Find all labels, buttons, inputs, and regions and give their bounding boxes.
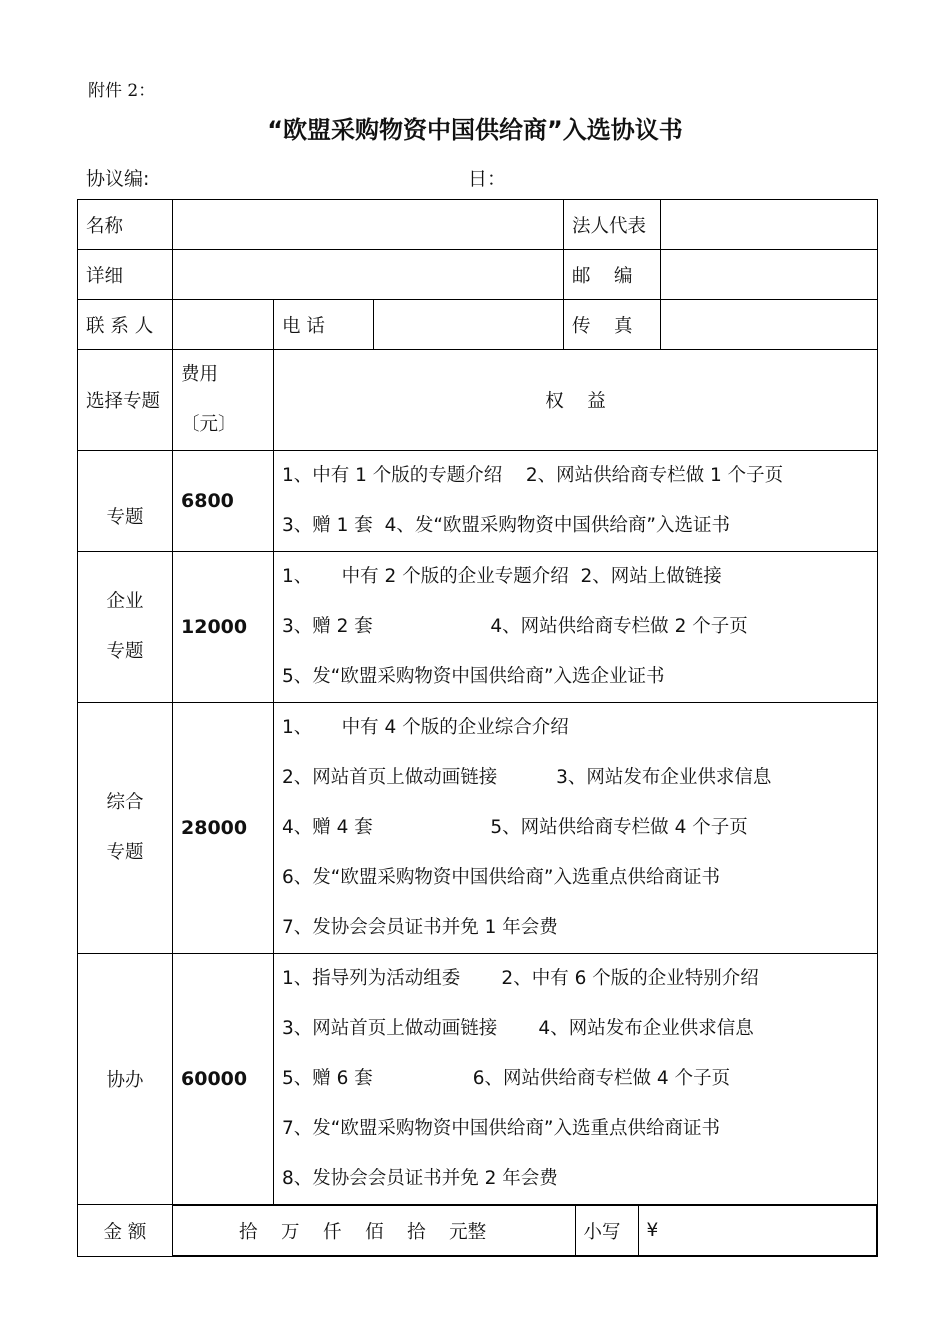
plan-fee: 12000 <box>173 552 274 703</box>
plan-benefits <box>274 552 878 703</box>
plan-benefits <box>274 954 878 1205</box>
choose-topic-header: 选择专题 <box>78 350 173 451</box>
benefit-line: 5、发“欧盟采购物资中国供给商”入选企业证书 <box>282 666 665 687</box>
detail-field[interactable] <box>173 250 564 300</box>
fee-header <box>173 350 274 451</box>
amount-in-words-field[interactable]: 拾 万 仟 佰 拾 元整 <box>173 1206 575 1256</box>
plan-name-line: 企业 <box>106 591 144 612</box>
name-field[interactable] <box>173 200 564 250</box>
fax-label: 传 真 <box>564 300 661 350</box>
benefit-line: 2、网站首页上做动画链接 3、网站发布企业供求信息 <box>282 767 772 788</box>
plan-name <box>78 954 173 1205</box>
amount-inner-table <box>173 1205 877 1256</box>
postcode-field[interactable] <box>661 250 878 300</box>
benefit-line: 4、赠 4 套 5、网站供给商专栏做 4 个子页 <box>282 817 748 838</box>
fee-header-line1: 费用 <box>181 364 219 385</box>
plan-row-coorganizer <box>78 954 878 1205</box>
postcode-label: 邮 编 <box>564 250 661 300</box>
legal-rep-label: 法人代表 <box>564 200 661 250</box>
benefit-line: 3、赠 2 套 4、网站供给商专栏做 2 个子页 <box>282 616 748 637</box>
plan-name <box>78 451 173 552</box>
plan-name-line: 协办 <box>106 1070 144 1091</box>
amount-label: 金 额 <box>78 1205 173 1257</box>
plan-name-line: 专题 <box>106 842 144 863</box>
name-row <box>78 200 878 250</box>
plan-name <box>78 552 173 703</box>
benefit-line: 1、 中有 2 个版的企业专题介绍 2、网站上做链接 <box>282 566 722 587</box>
fax-field[interactable] <box>661 300 878 350</box>
benefit-line: 1、 中有 4 个版的企业综合介绍 <box>282 717 569 738</box>
plan-row-comprehensive <box>78 703 878 954</box>
plan-row-topic <box>78 451 878 552</box>
detail-row <box>78 250 878 300</box>
name-label: 名称 <box>78 200 173 250</box>
plan-benefits <box>274 451 878 552</box>
plan-name-line: 专题 <box>106 641 144 662</box>
contact-label: 联 系 人 <box>78 300 173 350</box>
benefit-line: 8、发协会会员证书并免 2 年会费 <box>282 1168 558 1189</box>
attachment-label: 附件 2： <box>88 81 156 101</box>
benefits-header: 权 益 <box>274 350 878 451</box>
fee-header-line2: 〔元〕 <box>181 414 237 435</box>
benefit-line: 7、发协会会员证书并免 1 年会费 <box>282 917 558 938</box>
plan-fee: 28000 <box>173 703 274 954</box>
legal-rep-field[interactable] <box>661 200 878 250</box>
plan-fee: 6800 <box>173 451 274 552</box>
benefit-line: 7、发“欧盟采购物资中国供给商”入选重点供给商证书 <box>282 1118 720 1139</box>
detail-label: 详细 <box>78 250 173 300</box>
date-label: 日： <box>468 168 507 190</box>
document-title: “欧盟采购物资中国供给商”入选协议书 <box>267 116 683 144</box>
plan-benefits <box>274 703 878 954</box>
phone-label: 电 话 <box>274 300 374 350</box>
amount-row <box>78 1205 878 1257</box>
benefit-line: 1、指导列为活动组委 2、中有 6 个版的企业特别介绍 <box>282 968 759 989</box>
benefit-line: 3、网站首页上做动画链接 4、网站发布企业供求信息 <box>282 1018 754 1039</box>
amount-cell <box>173 1205 878 1257</box>
plan-fee: 60000 <box>173 954 274 1205</box>
plan-name <box>78 703 173 954</box>
contact-field[interactable] <box>173 300 274 350</box>
contact-row <box>78 300 878 350</box>
agreement-number-label: 协议编: <box>86 168 150 190</box>
plan-name-line: 专题 <box>106 507 144 528</box>
header-row <box>78 350 878 451</box>
benefit-line: 1、中有 1 个版的专题介绍 2、网站供给商专栏做 1 个子页 <box>282 465 784 486</box>
amount-small-label: 小写 <box>575 1206 638 1256</box>
phone-field[interactable] <box>374 300 564 350</box>
benefit-line: 5、赠 6 套 6、网站供给商专栏做 4 个子页 <box>282 1068 731 1089</box>
benefit-line: 6、发“欧盟采购物资中国供给商”入选重点供给商证书 <box>282 867 720 888</box>
amount-small-field[interactable]: ¥ <box>638 1206 877 1256</box>
agreement-form-table <box>77 199 878 1257</box>
plan-row-enterprise <box>78 552 878 703</box>
plan-name-line: 综合 <box>106 792 144 813</box>
benefit-line: 3、赠 1 套 4、发“欧盟采购物资中国供给商”入选证书 <box>282 515 731 536</box>
